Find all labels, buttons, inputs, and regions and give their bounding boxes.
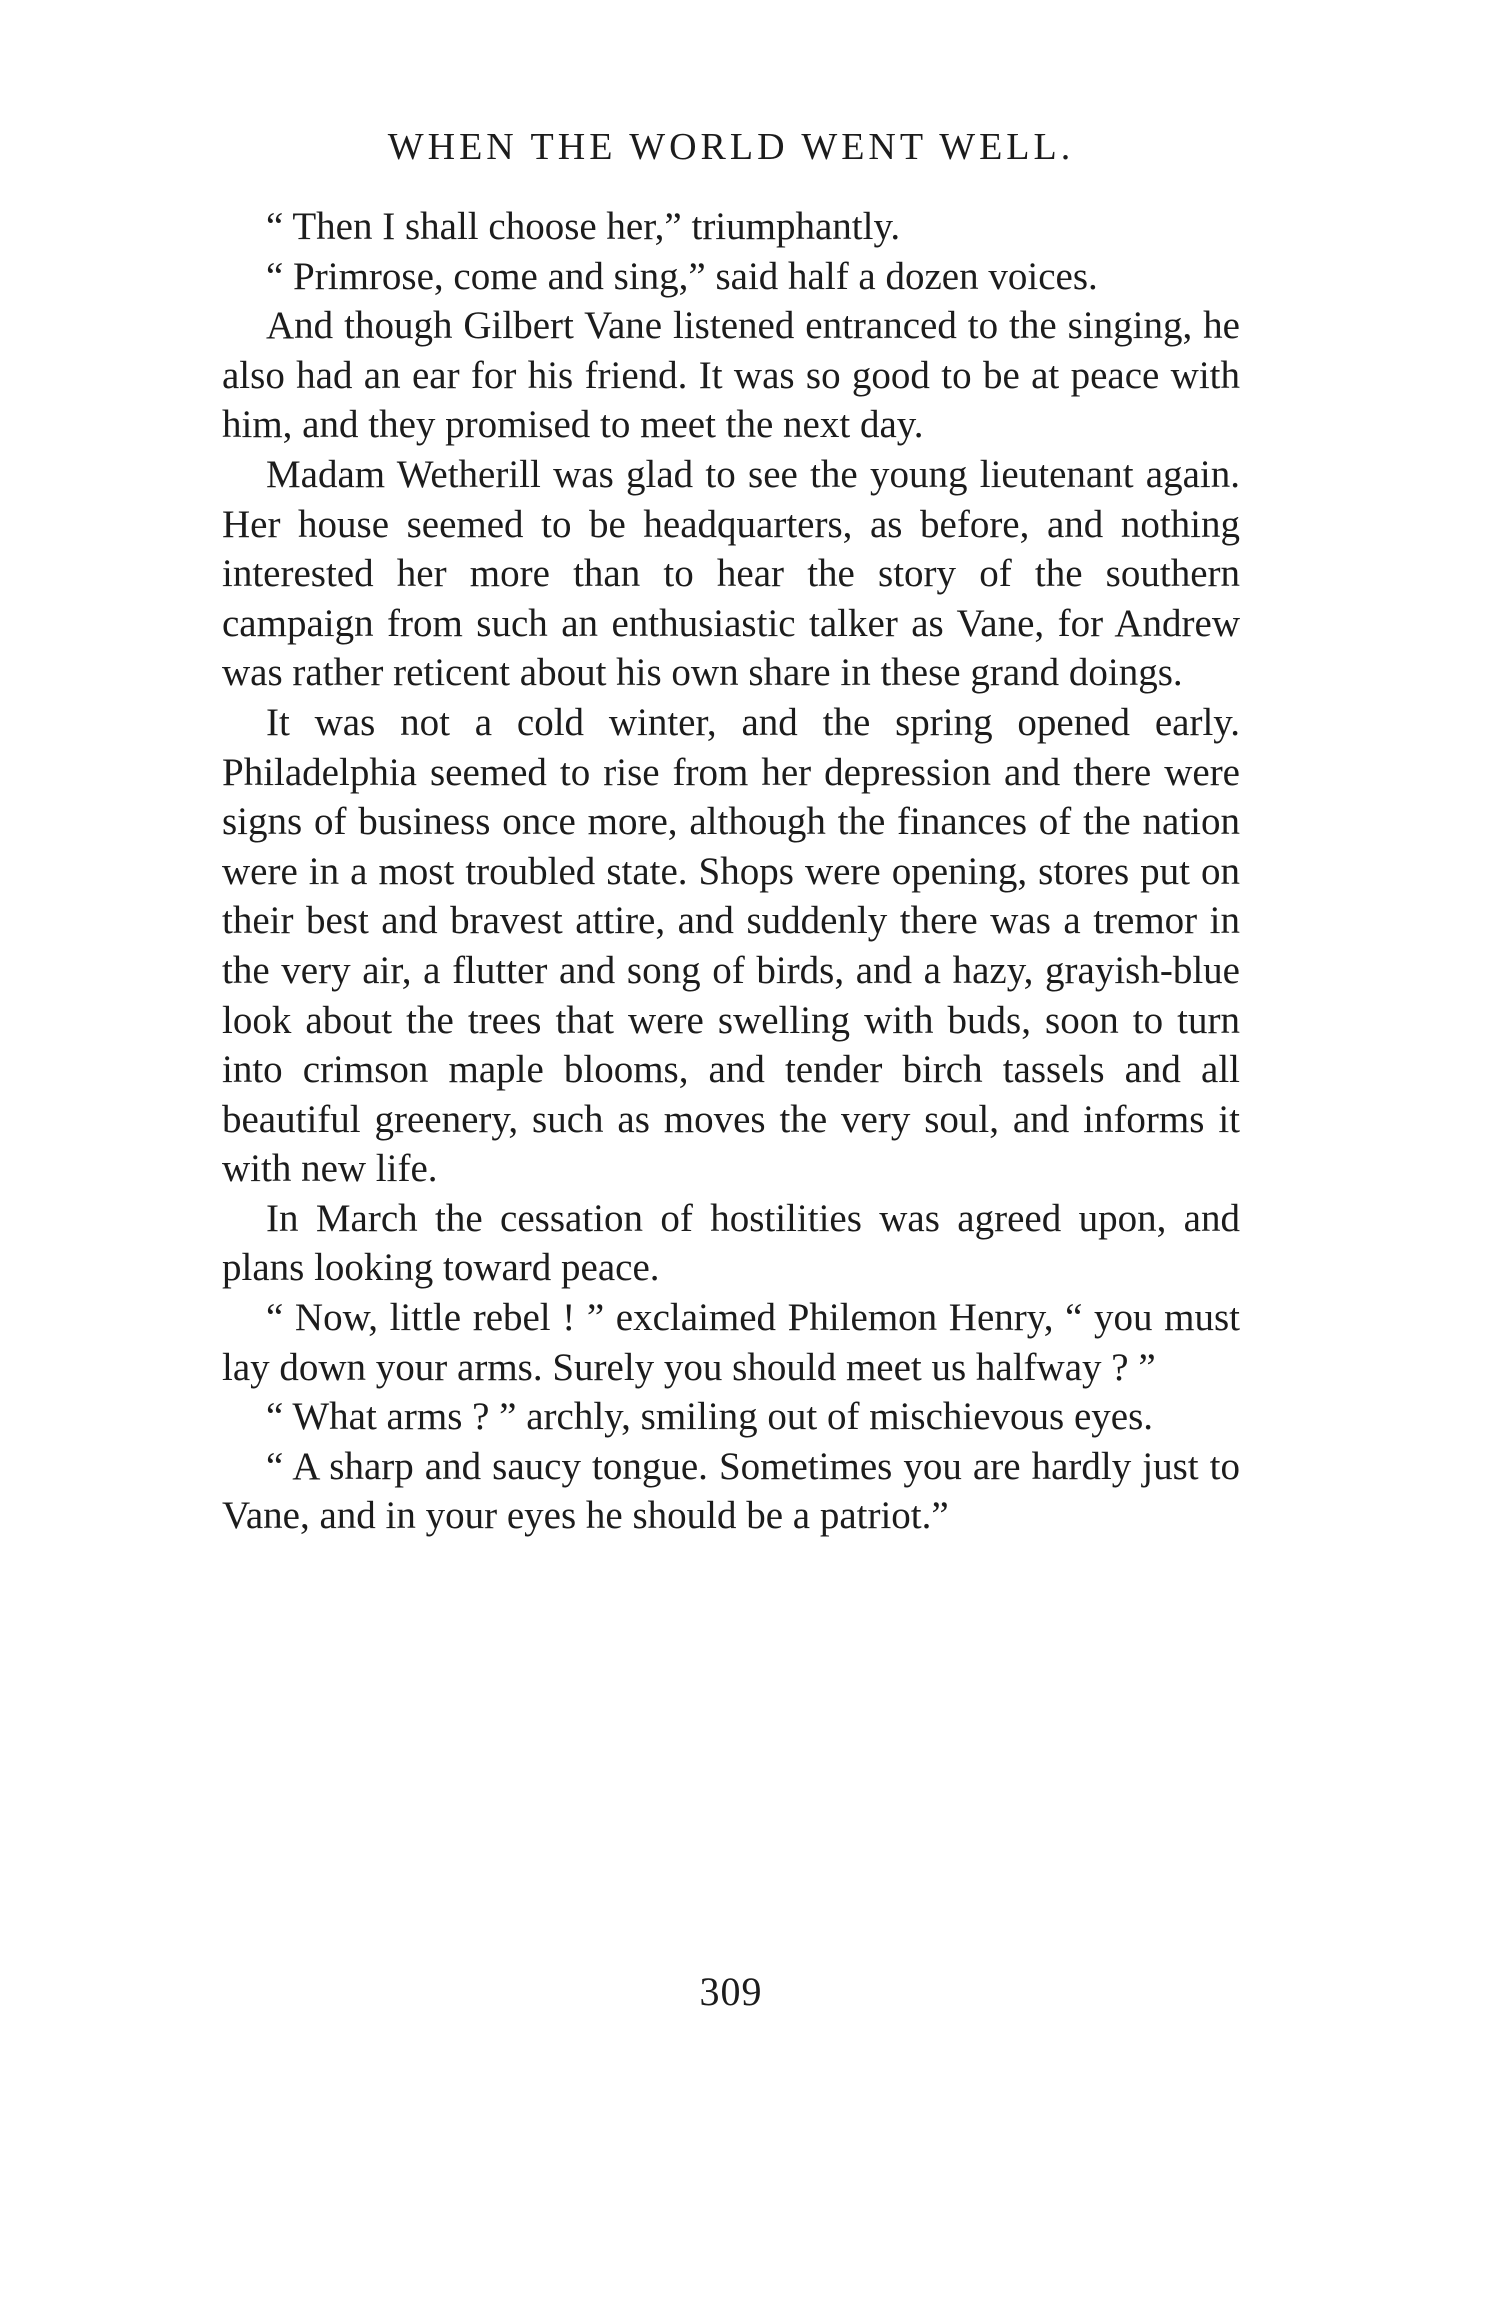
paragraph-6: In March the cessation of hostilities was agreed upon, and plans looking toward peace.: [222, 1196, 1240, 1290]
paragraph-3: And though Gilbert Vane listened entranced to the singing, he also had an ear for his friend. It was so good to be at peace with him, and they promised to meet the next day.: [222, 304, 1240, 447]
running-head: WHEN THE WORLD WENT WELL.: [387, 126, 1075, 168]
paragraph-9: “ A sharp and saucy tongue. Sometimes you are hardly just to Vane, and in your eyes he should be a patriot.”: [222, 1444, 1240, 1538]
body-text: [222, 202, 1240, 1541]
paragraph-7: “ Now, little rebel ! ” exclaimed Philemon Henry, “ you must lay down your arms. Surely you should meet us halfway ? ”: [222, 1296, 1240, 1389]
paragraph-4: Madam Wetherill was glad to see the young lieutenant again. Her house seemed to be headquarters, as before, and nothing interested her more than to hear the story of the southern campaign from such an enthusiastic talker as Vane, for Andrew was rather reticent about his own share in these grand doings.: [222, 452, 1240, 695]
paragraph-2: “ Primrose, come and sing,” said half a dozen voices.: [266, 254, 1098, 298]
paragraph-8: “ What arms ? ” archly, smiling out of mischievous eyes.: [266, 1395, 1154, 1439]
page-number: 309: [699, 1969, 763, 2014]
paragraph-1: “ Then I shall choose her,” triumphantly.: [266, 205, 901, 248]
paragraph-5: It was not a cold winter, and the spring opened early. Philadelphia seemed to rise from her depression and there were signs of business once more, although the finances of the nation were in a most troubled state. Shops were opening, stores put on their best and bravest attire, and suddenly there was a tremor in the very air, a flutter and song of birds, and a hazy, grayish-blue look about the trees that were swelling with buds, soon to turn into crimson maple blooms, and tender birch tassels and all beautiful greenery, such as moves the very soul, and informs it with new life.: [222, 700, 1240, 1191]
